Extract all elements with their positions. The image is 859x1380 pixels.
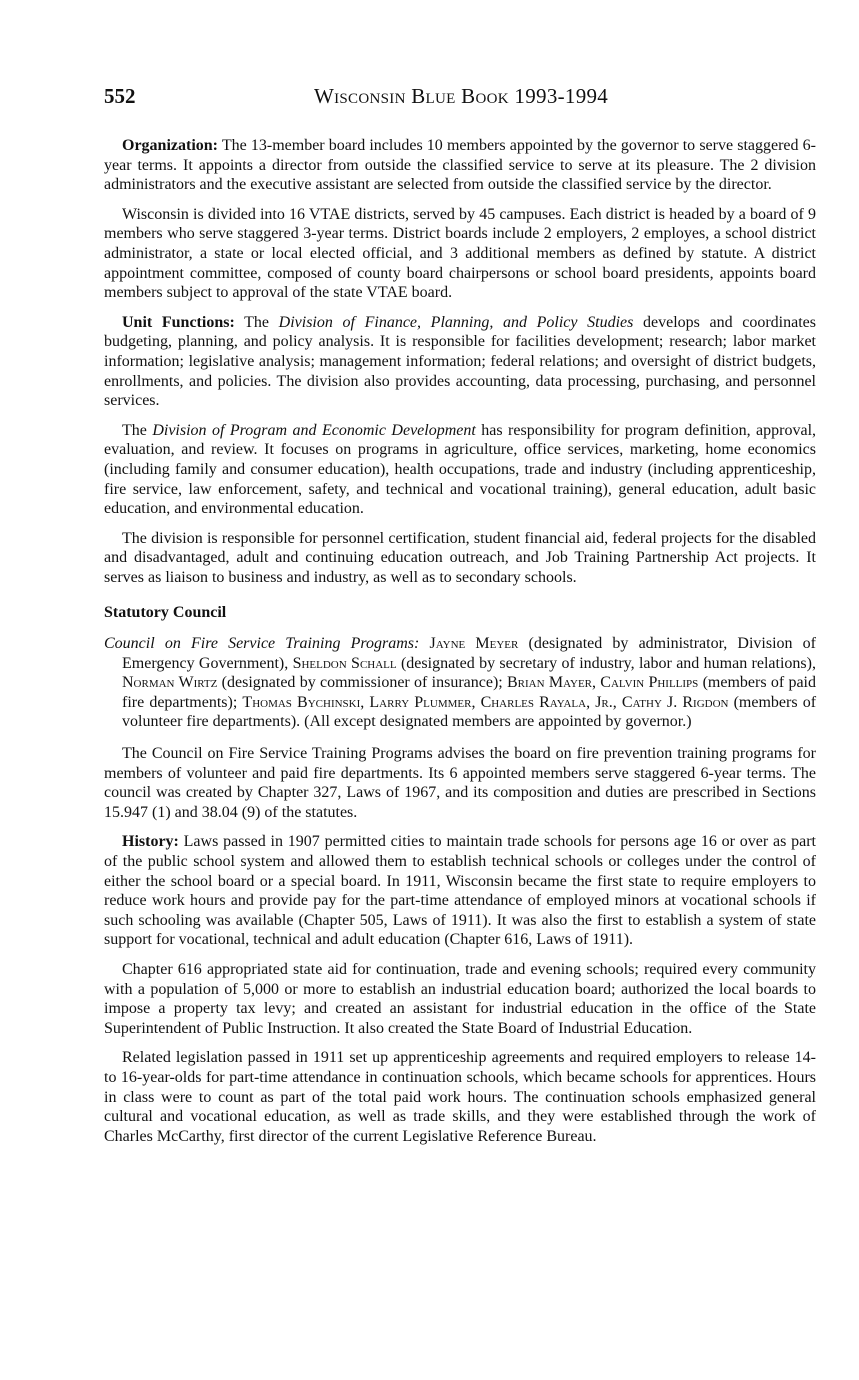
history-paragraph (104, 832, 816, 950)
member-name: Cathy J. Rigdon (621, 693, 729, 711)
unit-functions-paragraph: Unit Functions: The Division of Finance, Planning, and Policy Studies develops and coordinates budgeting, planning, and policy analysis. It is responsible for facilities development; research; labor market information; legislative analysis; management information; federal relations; and oversight of district budgets, enrollments, and policies. The division also provides accounting, data processing, purchasing, and personnel services. (104, 313, 816, 410)
organization-paragraph (104, 136, 816, 195)
history-text: Laws passed in 1907 permitted cities to maintain trade schools for persons age 16 or over as part of the public school system and allowed them to establish technical schools or colleges under the control of either the school board or a special board. In 1911, Wisconsin became the first state to require employers to reduce work hours and provide pay for the part-time attendance of employed minors at vocational schools if such schooling was available (Chapter 505, Laws of 1911). It was also the first to establish a system of state support for vocational, technical and adult education (Chapter 616, Laws of 1911). (104, 833, 816, 949)
member-name: Norman Wirtz (122, 674, 218, 692)
page-content (104, 136, 816, 1156)
division-responsibility-paragraph: The division is responsible for personnel certification, student financial aid, federal projects for the disabled and disadvantaged, adult and continuing education outreach, and Job Training Partnership Act projects. It serves as liaison to business and industry, as well as to secondary schools. (104, 529, 816, 586)
statutory-council-heading: Statutory Council (104, 604, 227, 622)
member-name: Jayne Meyer (429, 635, 519, 653)
page-header (104, 84, 816, 114)
page-number: 552 (104, 84, 136, 108)
council-name: Council on Fire Service Training Programs: (104, 635, 420, 653)
council-members-paragraph: Council on Fire Service Training Programs: Jayne Meyer (designated by administrator, Division of Emergency Government), Sheldon Schall (designated by secretary of industry, labor and human relations), Norman Wirtz (designated by commissioner of insurance); Brian Mayer, Calvin Phillips (members of paid fire departments); Thomas Bychinski, Larry Plummer, Charles Rayala, Jr., Cathy J. Rigdon (members of volunteer fire departments). (All except designated members are appointed by governor.) (104, 635, 817, 731)
chapter-616-paragraph: Chapter 616 appropriated state aid for continuation, trade and evening schools; required every community with a population of 5,000 or more to establish an industrial education board; authorized the local boards to impose a property tax levy; and created an assistant for industrial education in the office of the State Superintendent of Public Instruction. It also created the State Board of Industrial Education. (104, 960, 816, 1037)
member-name: Larry Plummer (369, 693, 472, 711)
districts-paragraph: Wisconsin is divided into 16 VTAE districts, served by 45 campuses. Each district is headed by a board of 9 members who serve staggered 3-year terms. District boards include 2 employers, 2 employes, a school district administrator, a state or local elected official, and 3 additional members as defined by statute. A district appointment committee, composed of county board chairpersons or school board presidents, appoints board members subject to approval of the state VTAE board. (104, 205, 816, 302)
running-title: Wisconsin Blue Book 1993-1994 (314, 84, 609, 108)
history-lead: History: (122, 833, 179, 851)
organization-text: The 13-member board includes 10 members appointed by the governor to serve staggered 6-year terms. It appoints a director from outside the classified service to serve at its pleasure. The 2 division administrators and the executive assistant are selected from outside the classified service by the director. (104, 137, 816, 194)
finance-division-name: Division of Finance, Planning, and Policy Studies (278, 313, 634, 331)
member-name: Charles Rayala, Jr. (480, 693, 613, 711)
unit-functions-lead: Unit Functions: (122, 313, 235, 331)
member-name: Thomas Bychinski (242, 693, 361, 711)
program-division-paragraph: The Division of Program and Economic Development has responsibility for program definition, approval, evaluation, and review. It focuses on programs in agriculture, office services, marketing, home economics (including family and consumer education), health occupations, trade and industry (including apprenticeship, fire service, law enforcement, safety, and technical and vocational training), general education, adult basic education, and environmental education. (104, 421, 817, 518)
organization-lead: Organization: (122, 137, 218, 154)
member-name: Sheldon Schall (292, 654, 397, 672)
program-division-name: Division of Program and Economic Development (152, 421, 476, 439)
member-name: Brian Mayer (507, 674, 593, 692)
member-name: Calvin Phillips (600, 674, 699, 692)
council-description-paragraph: The Council on Fire Service Training Programs advises the board on fire prevention training programs for members of volunteer and paid fire departments. Its 6 appointed members serve staggered 6-year terms. The council was created by Chapter 327, Laws of 1967, and its composition and duties are prescribed in Sections 15.947 (1) and 38.04 (9) of the statutes. (104, 745, 816, 821)
related-legislation-paragraph: Related legislation passed in 1911 set up apprenticeship agreements and required employers to release 14- to 16-year-olds for part-time attendance in continuation schools, which became schools for apprentices. Hours in class were to count as part of the total paid work hours. The continuation schools emphasized general cultural and vocational education, as well as trade skills, and they were established through the work of Charles McCarthy, first director of the current Legislative Reference Bureau. (104, 1049, 816, 1145)
